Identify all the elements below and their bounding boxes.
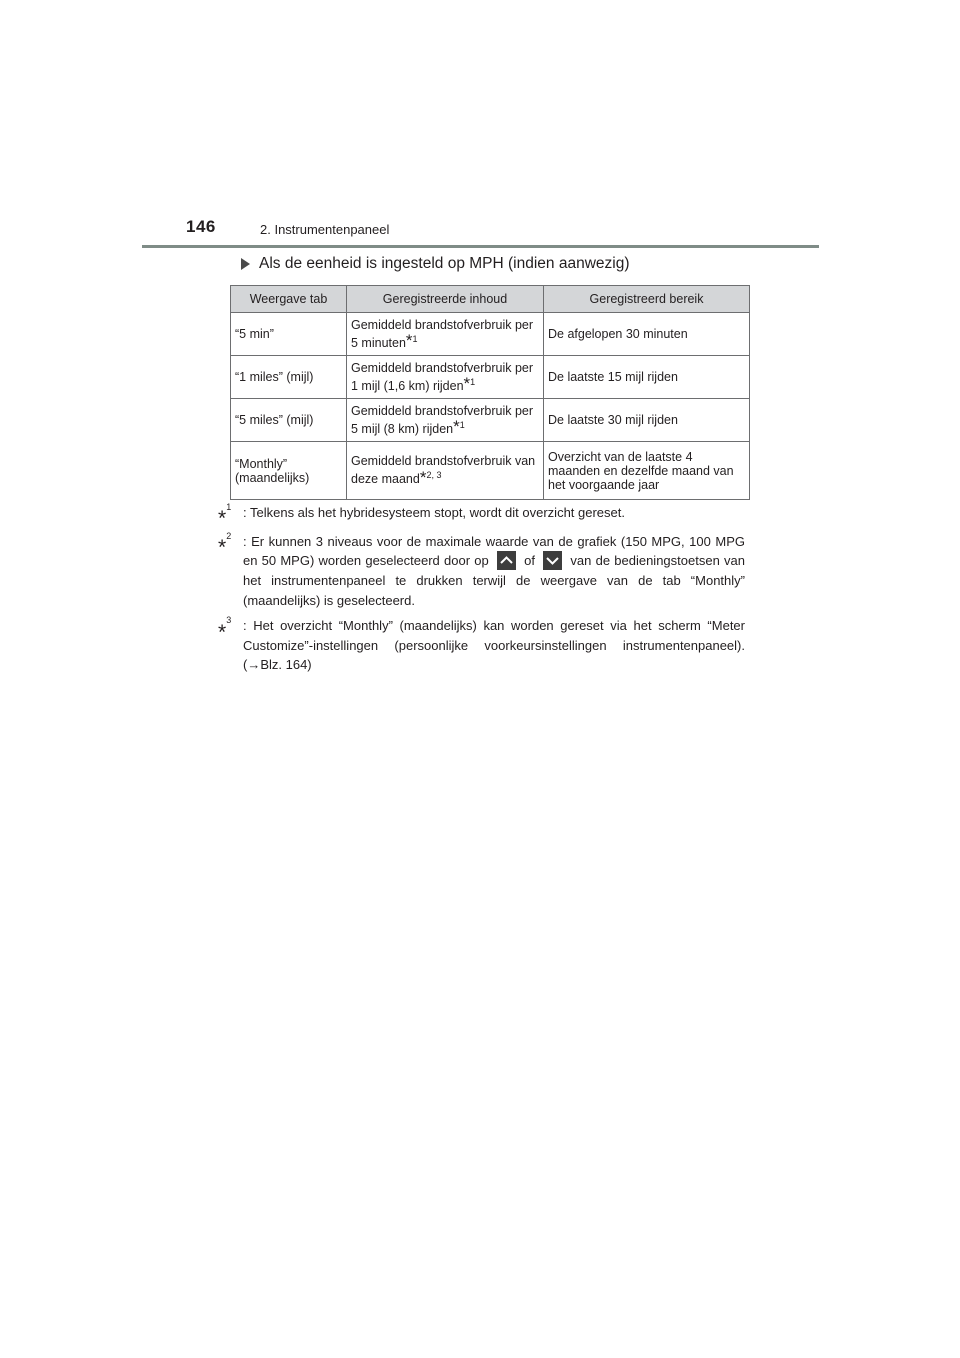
footnote-3: *$^3$ : Het overzicht “Monthly” (maandelijks) kan worden gereset via het scherm “Meter Customize”-instellingen (persoonlijke voorkeursinstellingen instrumentenpaneel). (→Blz. 164) bbox=[218, 616, 745, 675]
column-header: Geregistreerde inhoud bbox=[347, 286, 544, 313]
table-row bbox=[231, 442, 750, 500]
cell-content: Gemiddeld brandstofverbruik van deze maand*$^{2, 3}$ bbox=[347, 442, 544, 500]
cell-tab: “5 miles” (mijl) bbox=[231, 399, 347, 442]
cell-content: Gemiddeld brandstofverbruik per 5 minuten*$^1$ bbox=[347, 313, 544, 356]
cell-content: Gemiddeld brandstofverbruik per 5 mijl (8 km) rijden*$^1$ bbox=[347, 399, 544, 442]
footnote-text: : Het overzicht “Monthly” (maandelijks) kan worden gereset via het scherm “Meter Customize”-instellingen (persoonlijke voorkeursinstellingen instrumentenpaneel). (→Blz. 164) bbox=[243, 618, 745, 673]
subheading-text: Als de eenheid is ingesteld op MPH (indien aanwezig) bbox=[259, 255, 630, 272]
chevron-down-key-icon bbox=[543, 551, 562, 570]
data-table bbox=[230, 285, 750, 500]
table-header-row bbox=[231, 286, 750, 313]
table-row bbox=[231, 313, 750, 356]
table-row bbox=[231, 399, 750, 442]
column-header: Weergave tab bbox=[231, 286, 347, 313]
footnote-1: *$^1$ : Telkens als het hybridesysteem stopt, wordt dit overzicht gereset. bbox=[218, 503, 745, 526]
footnote-2: *$^2$ : Er kunnen 3 niveaus voor de maximale waarde van de grafiek (150 MPG, 100 MPG en 50 MPG) worden geselecteerd door op of van de bedieningstoetsen van het instrumentenpaneel te drukken terwijl de weergave van de tab “Monthly” (maandelijks) is geselecteerd. bbox=[218, 532, 745, 611]
section-title: 2. Instrumentenpaneel bbox=[260, 222, 390, 237]
cell-content: Gemiddeld brandstofverbruik per 1 mijl (1,6 km) rijden*$^1$ bbox=[347, 356, 544, 399]
subheading bbox=[241, 255, 630, 273]
cell-range: De laatste 30 mijl rijden bbox=[544, 399, 750, 442]
cell-tab: “1 miles” (mijl) bbox=[231, 356, 347, 399]
cell-range: Overzicht van de laatste 4 maanden en dezelfde maand van het voorgaande jaar bbox=[544, 442, 750, 500]
column-header: Geregistreerd bereik bbox=[544, 286, 750, 313]
cell-tab: “5 min” bbox=[231, 313, 347, 356]
chevron-up-key-icon bbox=[497, 551, 516, 570]
header-rule bbox=[142, 245, 819, 248]
cell-range: De afgelopen 30 minuten bbox=[544, 313, 750, 356]
triangle-bullet-icon bbox=[241, 258, 250, 270]
footnote-text: : Telkens als het hybridesysteem stopt, wordt dit overzicht gereset. bbox=[243, 505, 625, 520]
cell-tab: “Monthly” (maandelijks) bbox=[231, 442, 347, 500]
footnote-text: : Er kunnen 3 niveaus voor de maximale waarde van de grafiek (150 MPG, 100 MPG en 50 MPG) worden geselecteerd door op of van de bedieningstoetsen van het instrumentenpaneel te drukken terwijl de weergave van de tab “Monthly” (maandelijks) is geselecteerd. bbox=[243, 533, 745, 608]
cell-range: De laatste 15 mijl rijden bbox=[544, 356, 750, 399]
table-row bbox=[231, 356, 750, 399]
footnotes bbox=[218, 503, 745, 681]
page-number: 146 bbox=[186, 217, 216, 236]
